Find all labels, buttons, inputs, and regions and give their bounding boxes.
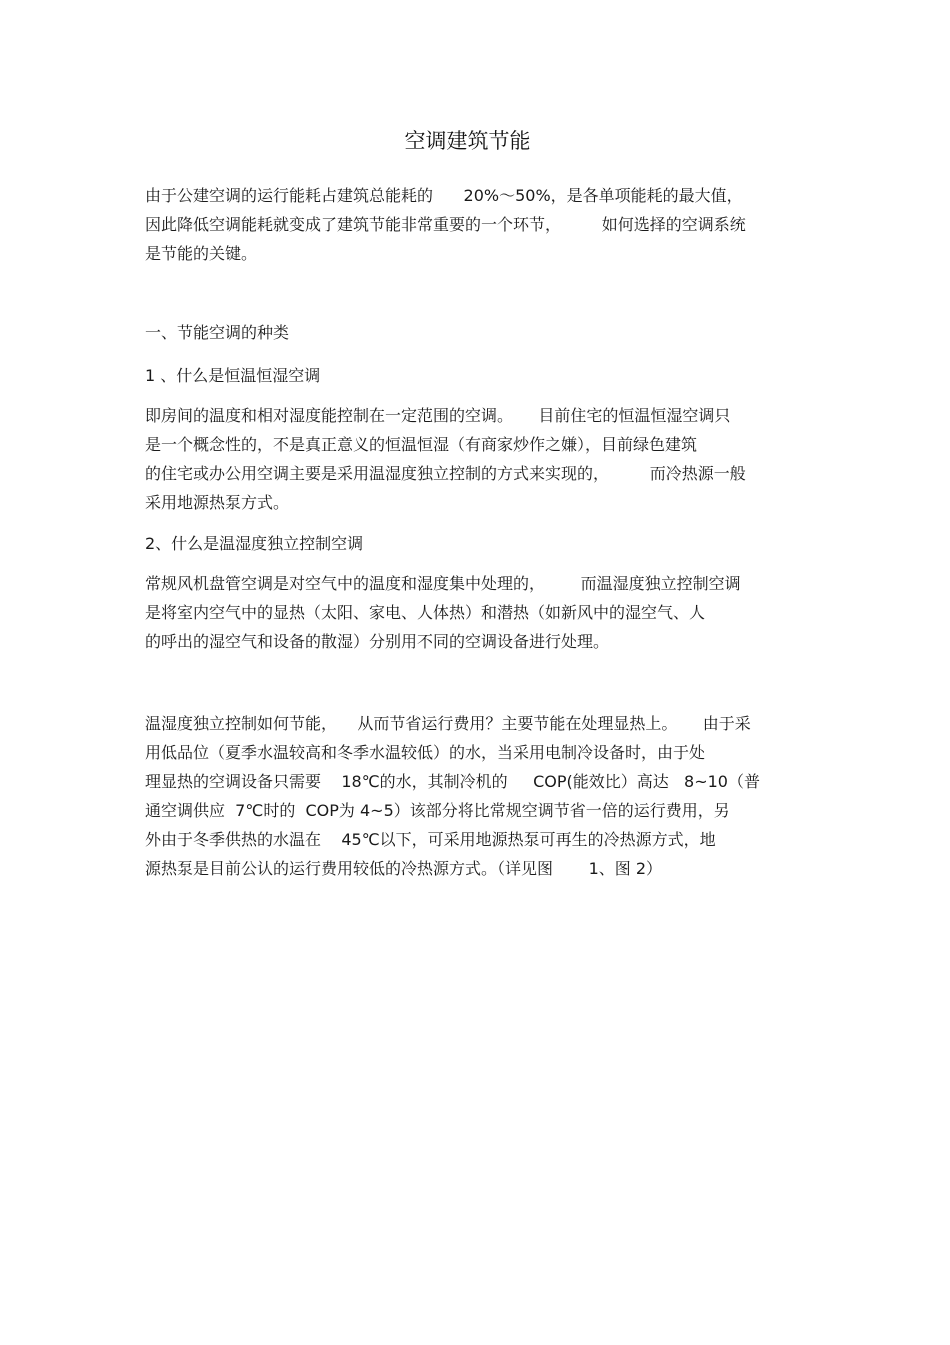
document-title: 空调建筑节能 xyxy=(404,129,531,153)
intro-paragraph xyxy=(145,181,810,268)
text-line: 是将室内空气中的显热（太阳、家电、人体热）和潜热（如新风中的湿空气、人 xyxy=(145,603,706,622)
text-line: 因此降低空调能耗就变成了建筑节能非常重要的一个环节， 如何选择的空调系统 xyxy=(145,215,746,234)
section-heading: 一、节能空调的种类 xyxy=(145,323,290,342)
text-line: 是节能的关键。 xyxy=(145,244,258,263)
subsection-heading: 1 、什么是恒温恒湿空调 xyxy=(145,366,321,385)
paragraph-constant-temp xyxy=(145,401,810,517)
text-line: 通空调供应 7℃时的 COP为 4~5）该部分将比常规空调节省一倍的运行费用，另 xyxy=(145,801,730,820)
text-line: 理显热的空调设备只需要 18℃的水，其制冷机的 COP(能效比）高达 8~10（普 xyxy=(145,772,760,791)
section-heading-types xyxy=(145,318,810,347)
text-line: 的住宅或办公用空调主要是采用温湿度独立控制的方式来实现的， 而冷热源一般 xyxy=(145,464,746,483)
text-line: 由于公建空调的运行能耗占建筑总能耗的 20%～50%，是各单项能耗的最大值， xyxy=(145,186,743,205)
subheading-independent-control xyxy=(145,529,810,558)
paragraph-independent-control xyxy=(145,569,810,656)
paragraph-energy-saving xyxy=(145,709,810,883)
text-line: 采用地源热泵方式。 xyxy=(145,493,290,512)
text-line: 是一个概念性的，不是真正意义的恒温恒湿（有商家炒作之嫌），目前绿色建筑 xyxy=(145,435,698,454)
text-line: 用低品位（夏季水温较高和冬季水温较低）的水，当采用电制冷设备时，由于处 xyxy=(145,743,706,762)
text-line: 即房间的温度和相对湿度能控制在一定范围的空调。 目前住宅的恒温恒湿空调只 xyxy=(145,406,731,425)
subsection-heading: 2、什么是温湿度独立控制空调 xyxy=(145,534,364,553)
text-line: 外由于冬季供热的水温在 45℃以下，可采用地源热泵可再生的冷热源方式，地 xyxy=(145,830,716,849)
text-line: 温湿度独立控制如何节能， 从而节省运行费用？主要节能在处理显热上。 由于采 xyxy=(145,714,751,733)
subheading-constant-temp xyxy=(145,361,810,390)
text-line: 常规风机盘管空调是对空气中的温度和湿度集中处理的， 而温湿度独立控制空调 xyxy=(145,574,741,593)
text-line: 的呼出的湿空气和设备的散湿）分别用不同的空调设备进行处理。 xyxy=(145,632,610,651)
text-line: 源热泵是目前公认的运行费用较低的冷热源方式。（详见图 1、图 2） xyxy=(145,859,663,878)
